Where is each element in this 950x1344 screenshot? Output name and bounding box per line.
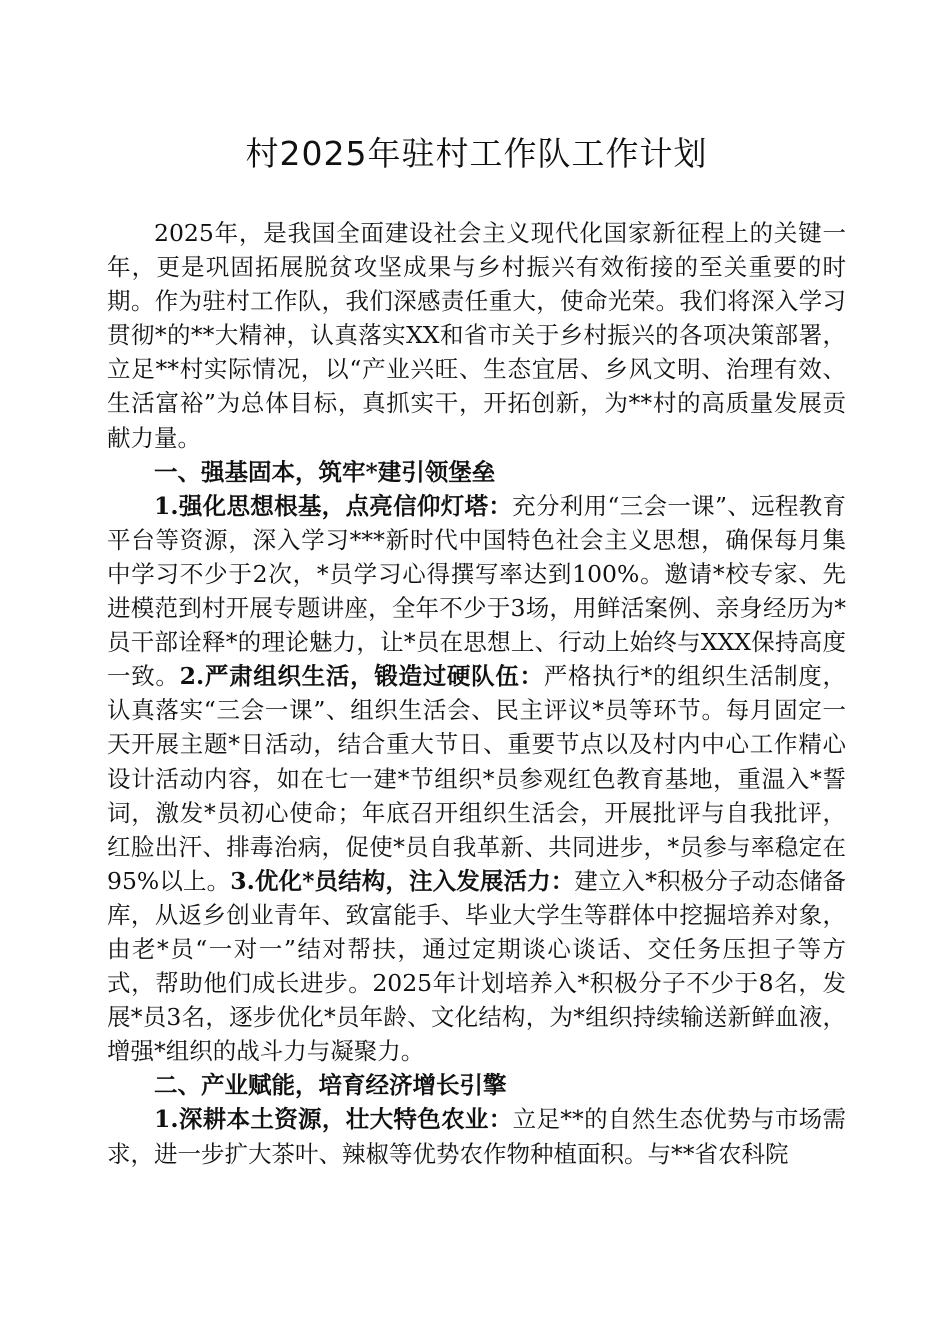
item-1-3-lead: 3.优化*员结构，注入发展活力： — [230, 866, 575, 895]
section-1-paragraph — [107, 489, 846, 1069]
item-2-1-text: 立足**的自然生态优势与市场需求，进一步扩大茶叶、辣椒等优势农作物种植面积。与**省农科院 — [107, 1105, 846, 1168]
section-1-heading: 一、强基固本，筑牢*建引领堡垒 — [154, 457, 496, 486]
item-2-1-lead: 1.深耕本土资源，壮大特色农业： — [154, 1105, 513, 1134]
document-title: 村2025年驻村工作队工作计划 — [245, 134, 708, 173]
item-1-1-lead: 1.强化思想根基，点亮信仰灯塔： — [154, 491, 513, 520]
section-2-paragraph — [107, 1102, 846, 1170]
item-1-2-text: 严格执行*的组织生活制度，认真落实“三会一课”、组织生活会、民主评议*员等环节。每月固定一天开展主题*日活动，结合重大节日、重要节点以及村内中心工作精心设计活动内容，如在七一建*节组织*员参观红色教育基地，重温入*誓词，激发*员初心使命；年底召开组织生活会，开展批评与自我批评，红脸出汗、排毒治病，促使*员自我革新、共同进步，*员参与率稳定在95%以上。 — [107, 662, 846, 895]
item-1-2-lead: 2.严肃组织生活，锻造过硬队伍： — [179, 662, 544, 691]
item-1-3-text: 建立入*积极分子动态储备库，从返乡创业青年、致富能手、毕业大学生等群体中挖掘培养对象，由老*员“一对一”结对帮扶，通过定期谈心谈话、交任务压担子等方式，帮助他们成长进步。2025年计划培养入*积极分子不少于8名，发展*员3名，逐步优化*员年龄、文化结构，为*组织持续输送新鲜血液，增强*组织的战斗力与凝聚力。 — [107, 866, 847, 1066]
intro-paragraph: 2025年，是我国全面建设社会主义现代化国家新征程上的关键一年，更是巩固拓展脱贫攻坚成果与乡村振兴有效衔接的至关重要的时期。作为驻村工作队，我们深感责任重大，使命光荣。我们将深入学习贯彻*的**大精神，认真落实XX和省市关于乡村振兴的各项决策部署，立足**村实际情况，以“产业兴旺、生态宜居、乡风文明、治理有效、生活富裕”为总体目标，真抓实干，开拓创新，为**村的高质量发展贡献力量。 — [107, 219, 846, 452]
section-2-heading: 二、产业赋能，培育经济增长引擎 — [154, 1071, 507, 1100]
item-1-1-text: 充分利用“三会一课”、远程教育平台等资源，深入学习***新时代中国特色社会主义思想，确保每月集中学习不少于2次，*员学习心得撰写率达到100%。邀请*校专家、先进模范到村开展专题讲座，全年不少于3场，用鲜活案例、亲身经历为*员干部诠释*的理论魅力，让*员在思想上、行动上始终与XXX保持高度一致。 — [107, 491, 846, 691]
